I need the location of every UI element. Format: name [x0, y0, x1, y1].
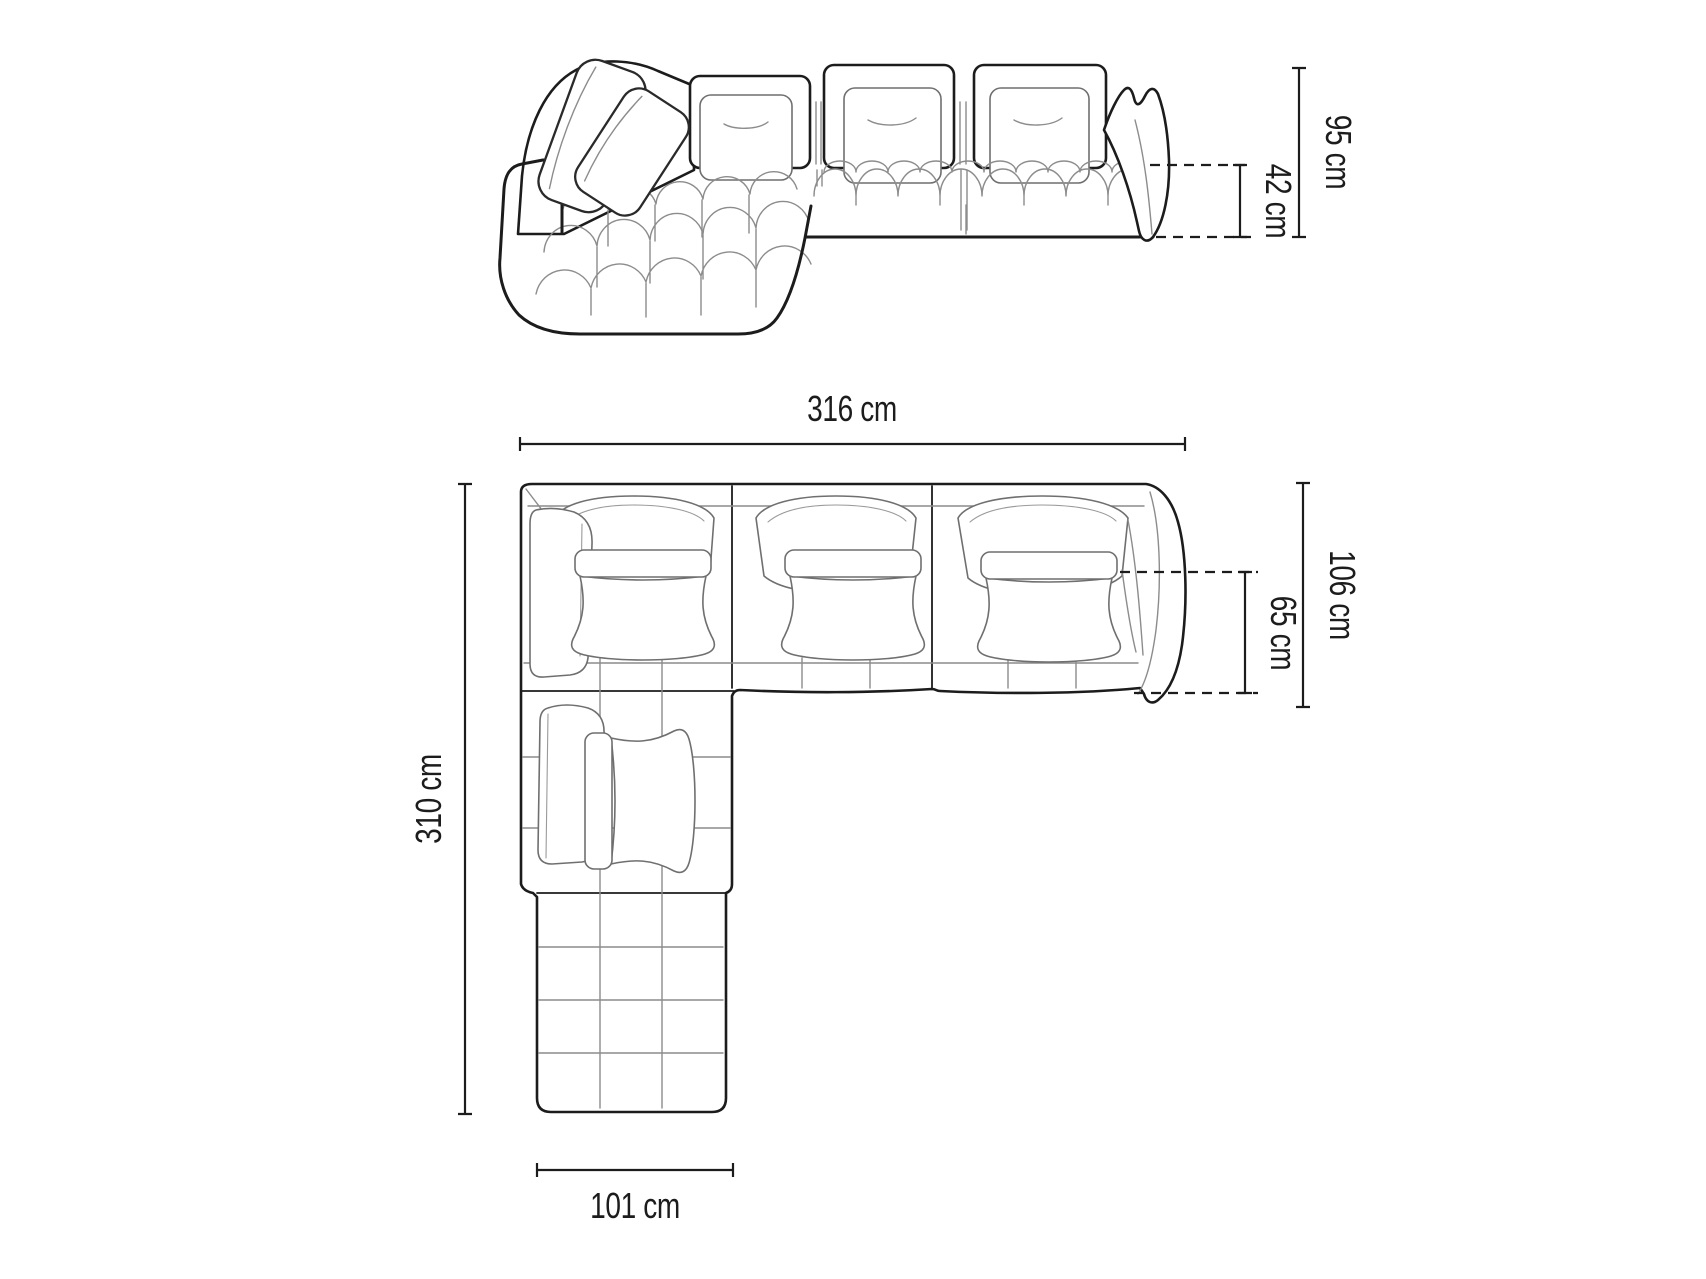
dimension-total-height — [1292, 68, 1358, 237]
dimension-chaise-width — [537, 1163, 733, 1226]
dimension-seat-height — [1233, 164, 1298, 238]
back-pillow-2 — [844, 88, 941, 183]
dimension-total-width — [520, 389, 1185, 451]
total-length-label: 310 cm — [408, 754, 449, 844]
seat-depth-dimension-line — [1238, 572, 1252, 693]
seat-height-label: 42 cm — [1258, 163, 1299, 239]
dimension-total-length — [409, 484, 472, 1114]
plan-barrel-pillow-1 — [572, 550, 715, 660]
front-elevation-view — [500, 54, 1359, 334]
seat-height-dimension-line — [1233, 165, 1247, 237]
chaise-width-dimension-line — [537, 1163, 733, 1177]
total-length-dimension-line — [458, 484, 472, 1114]
top-plan-view — [409, 389, 1363, 1226]
seat-depth-label: 65 cm — [1263, 595, 1304, 671]
dimension-seat-depth — [1238, 572, 1303, 693]
total-width-label: 316 cm — [807, 388, 897, 429]
plan-barrel-pillow-2 — [782, 550, 925, 660]
back-pillow-1 — [700, 95, 792, 180]
total-height-label: 95 cm — [1318, 114, 1359, 190]
chaise-width-label: 101 cm — [590, 1185, 680, 1226]
dimension-total-depth — [1296, 483, 1362, 707]
total-depth-label: 106 cm — [1322, 550, 1363, 640]
plan-barrel-pillow-chaise — [585, 730, 695, 873]
total-width-dimension-line — [520, 437, 1185, 451]
plan-barrel-pillow-3 — [978, 552, 1121, 662]
